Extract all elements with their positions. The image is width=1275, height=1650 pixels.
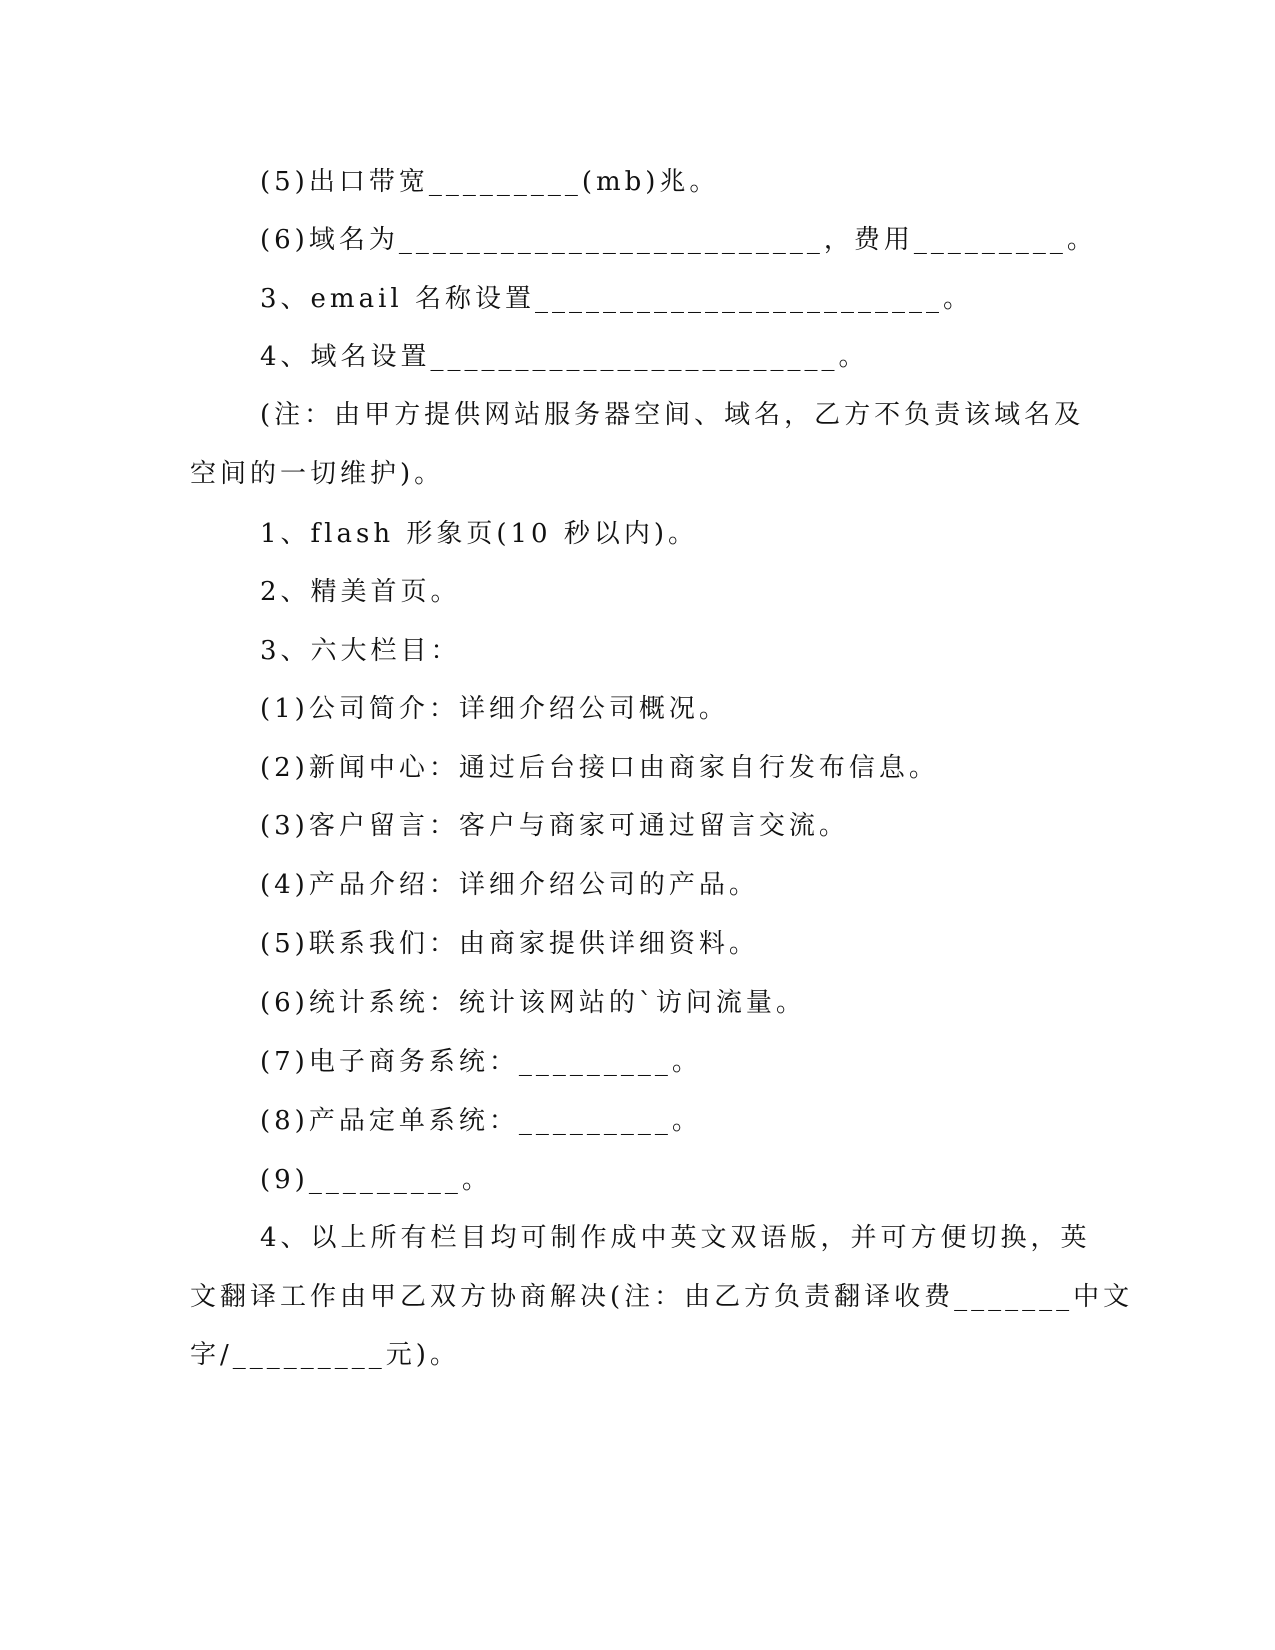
- text-line: (5)出口带宽_________(mb)兆。: [260, 167, 720, 197]
- text-line: (2)新闻中心：通过后台接口由商家自行发布信息。: [260, 753, 939, 783]
- text-line: 3、email 名称设置________________________。: [260, 284, 973, 314]
- text-line: (4)产品介绍：详细介绍公司的产品。: [260, 870, 759, 900]
- text-line: (6)统计系统：统计该网站的`访问流量。: [260, 988, 806, 1018]
- text-line: 4、域名设置________________________。: [260, 342, 869, 372]
- text-line: 1、flash 形象页(10 秒以内)。: [260, 519, 698, 549]
- text-line: 文翻译工作由甲乙双方协商解决(注：由乙方负责翻译收费_______中文: [190, 1282, 1134, 1312]
- text-line: 空间的一切维护)。: [190, 459, 445, 489]
- text-line: (5)联系我们：由商家提供详细资料。: [260, 929, 759, 959]
- text-line: (6)域名为_________________________，费用_________。: [260, 225, 1097, 255]
- text-line: 2、精美首页。: [260, 577, 461, 607]
- text-line: (7)电子商务系统：_________。: [260, 1047, 702, 1077]
- text-line: 字/_________元)。: [190, 1340, 460, 1370]
- text-line: 4、以上所有栏目均可制作成中英文双语版，并可方便切换，英: [260, 1223, 1091, 1253]
- text-line: (1)公司简介：详细介绍公司概况。: [260, 694, 729, 724]
- text-line: (注：由甲方提供网站服务器空间、域名，乙方不负责该域名及: [260, 400, 1085, 430]
- text-line: (3)客户留言：客户与商家可通过留言交流。: [260, 811, 849, 841]
- text-line: (8)产品定单系统：_________。: [260, 1106, 702, 1136]
- text-line: (9)_________。: [260, 1165, 492, 1195]
- text-line: 3、六大栏目：: [260, 636, 461, 666]
